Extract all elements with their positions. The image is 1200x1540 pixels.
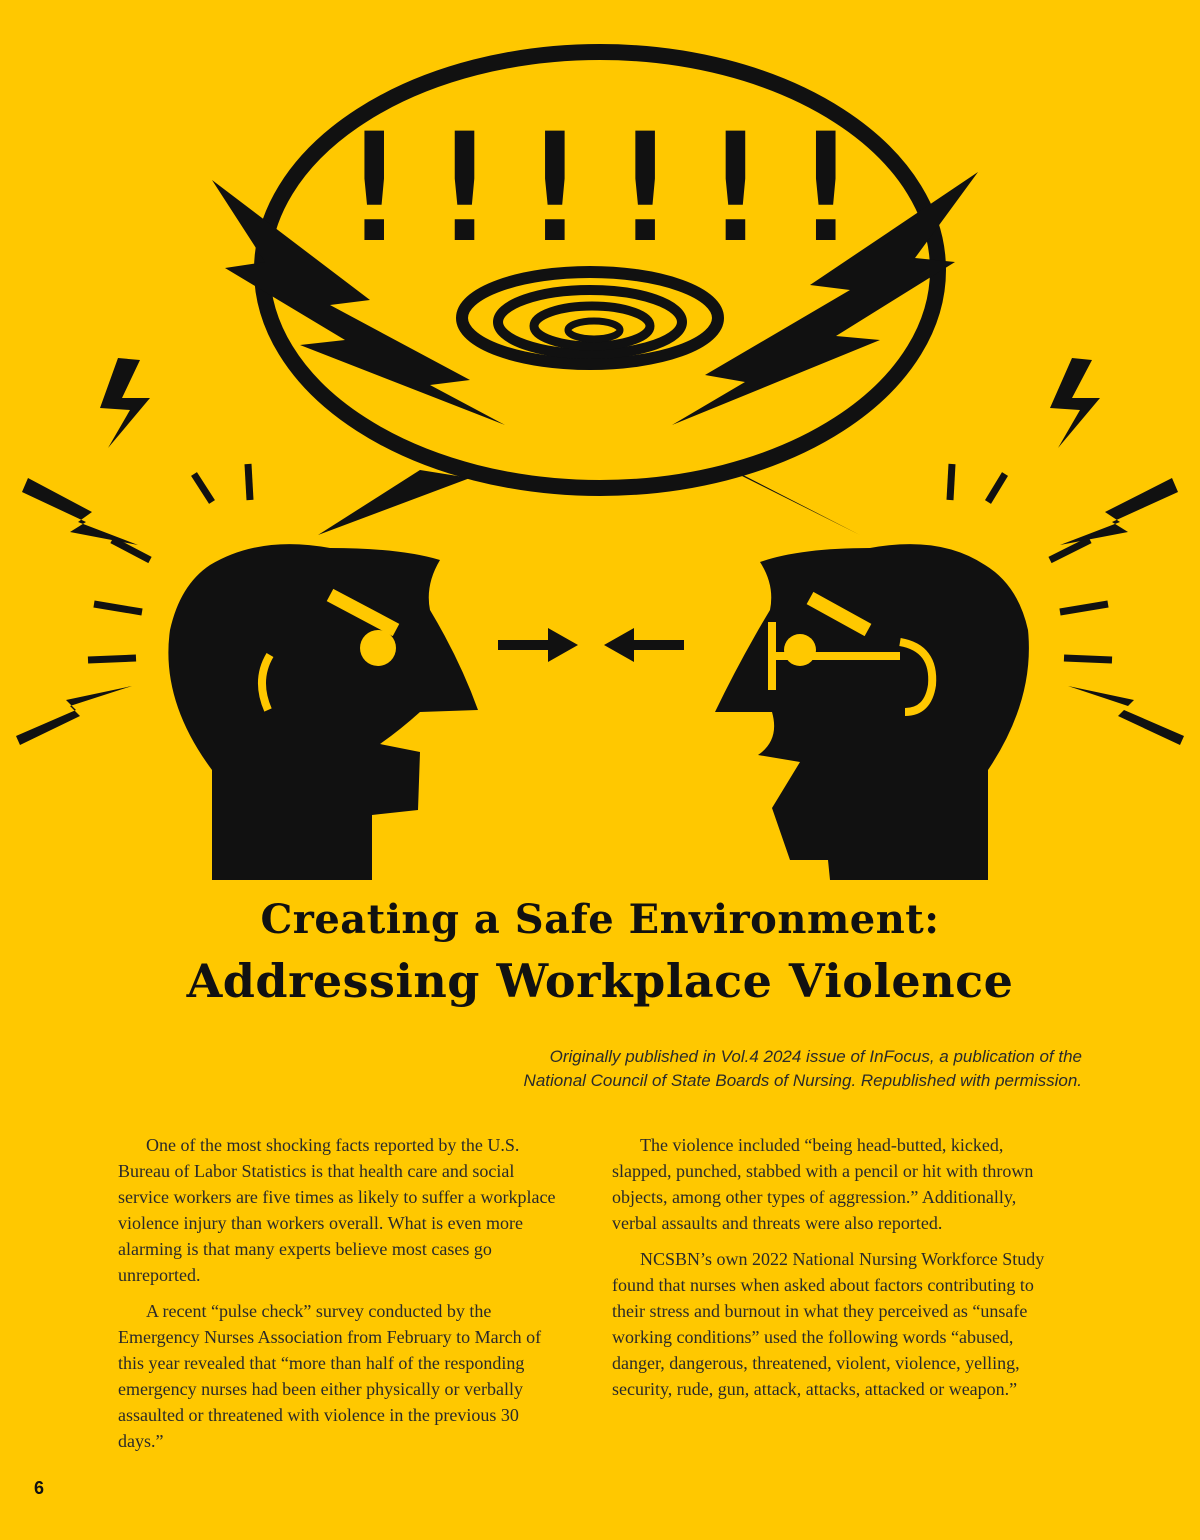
paragraph: A recent “pulse check” survey conducted by the Emergency Nurses Association from February to March of this year revealed that “more than half of the responding emergency nurses had been either physically or verbally assaulted or threatened with violence in the previous 30 days.”: [118, 1301, 542, 1451]
paragraph: The violence included “being head-butted, kicked, slapped, punched, stabbed with a pencil or hit with thrown objects, among other types of aggression.” Additionally, verbal assaults and threats were also reported.: [612, 1135, 1034, 1233]
arrow-right-icon: [498, 628, 578, 662]
right-text-column: [612, 1132, 1052, 1412]
page-number: 6: [34, 1478, 45, 1498]
angry-head-left-icon: [168, 544, 478, 880]
paragraph: One of the most shocking facts reported by the U.S. Bureau of Labor Statistics is that health care and social service workers are five times as likely to suffer a workplace violence injury than workers overall. What is even more alarming is that many experts believe most cases go unreported.: [118, 1135, 556, 1285]
arrow-left-icon: [604, 628, 684, 662]
publication-credit-line2: National Council of State Boards of Nursing. Republished with permission.: [523, 1071, 1082, 1090]
paragraph: NCSBN’s own 2022 National Nursing Workforce Study found that nurses when asked about factors contributing to their stress and burnout in what they perceived as “unsafe working conditions” used the following words “abused, danger, dangerous, threatened, violent, violence, yelling, security, rude, gun, attack, attacks, attacked or weapon.”: [612, 1249, 1045, 1399]
spiral-icon: [462, 272, 718, 364]
exclamation-marks: !!!!!!: [329, 102, 871, 276]
angry-head-right-icon: [715, 544, 1029, 880]
publication-credit-line1: Originally published in Vol.4 2024 issue of InFocus, a publication of the: [549, 1047, 1082, 1066]
article-title-line1: Creating a Safe Environment:: [260, 896, 940, 943]
article-title-line2: Addressing Workplace Violence: [186, 954, 1014, 1008]
left-text-column: [118, 1132, 558, 1464]
